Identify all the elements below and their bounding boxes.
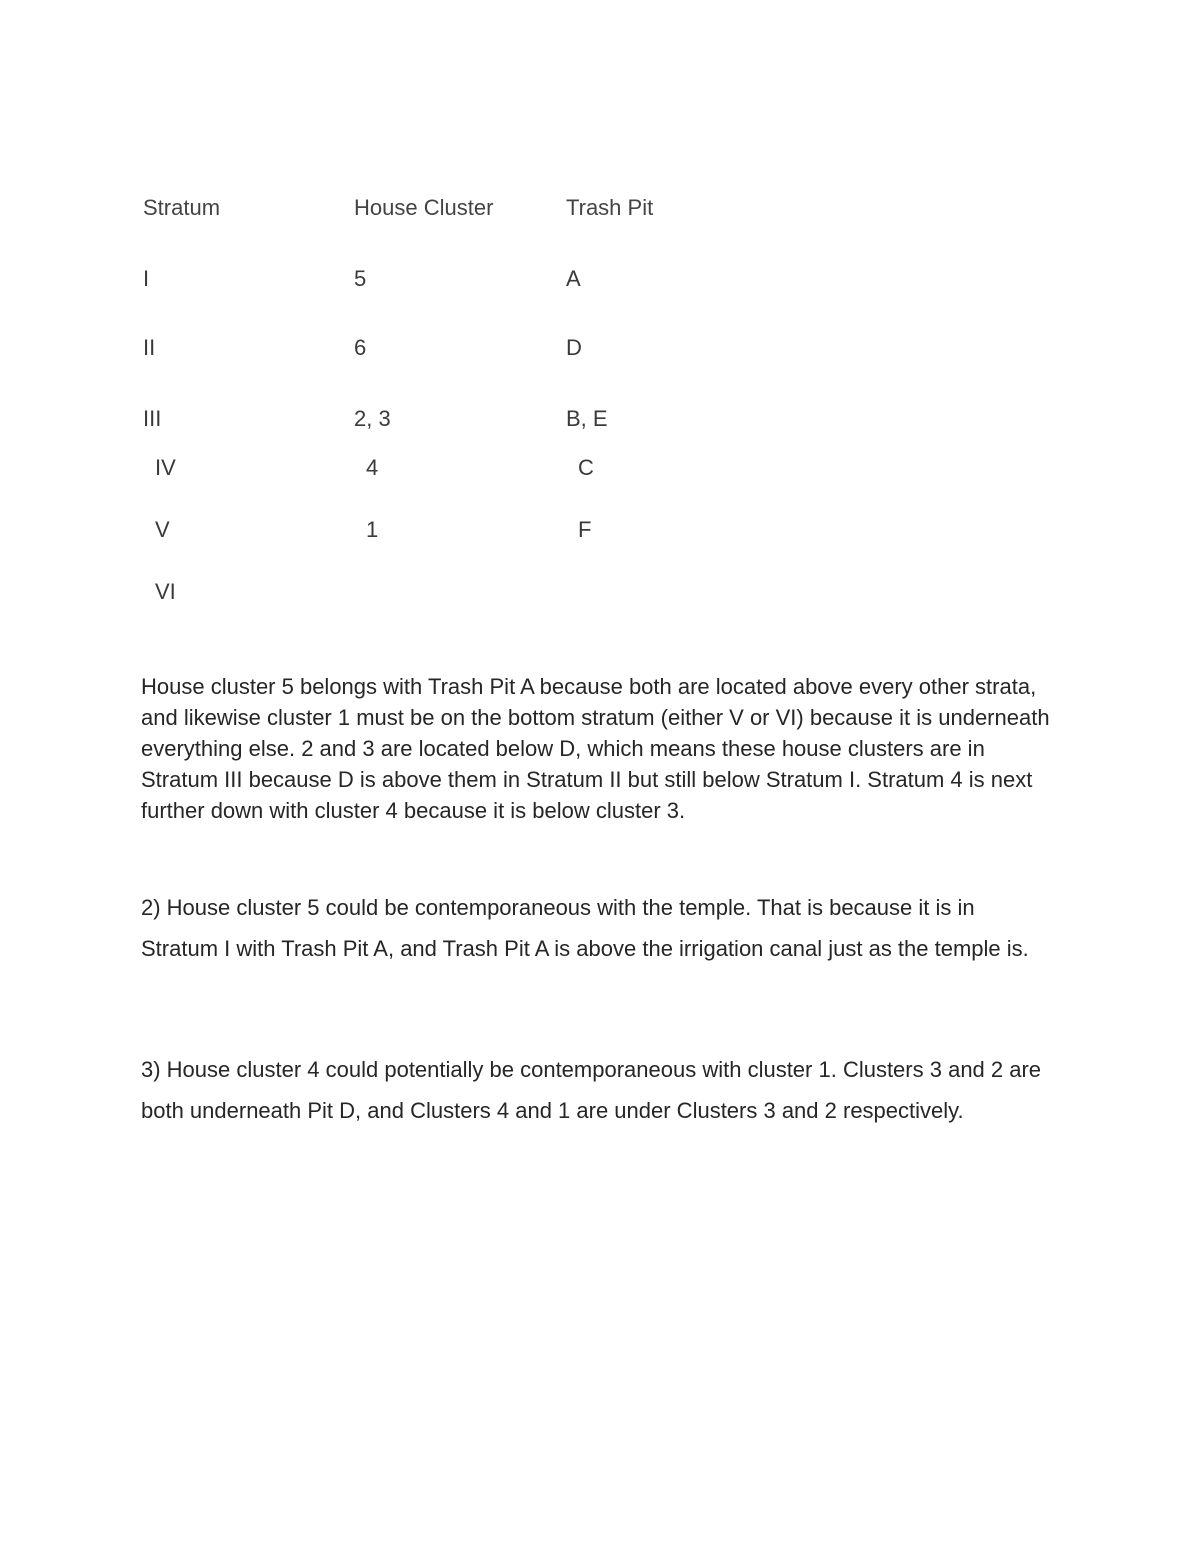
- answer-3-paragraph: 3) House cluster 4 could potentially be contemporaneous with cluster 1. Clusters 3 and 2 are both underneath Pit D, and Clusters 4 and 1 are under Clusters 3 and 2 respectively.: [141, 1057, 1042, 1123]
- answer-2-paragraph: 2) House cluster 5 could be contemporaneous with the temple. That is because it is in Stratum I with Trash Pit A, and Trash Pit A is above the irrigation canal just as the temple is.: [141, 895, 1029, 961]
- row-1-house-cluster: 5: [354, 266, 367, 291]
- row-3-house-cluster: 2, 3: [354, 406, 391, 431]
- explanation-paragraph: House cluster 5 belongs with Trash Pit A because both are located above every other strata, and likewise cluster 1 must be on the bottom stratum (either V or VI) because it is underneath everything else. 2 and 3 are located below D, which means these house clusters are in Stratum III because D is above them in Stratum II but still below Stratum I. Stratum 4 is next further down with cluster 4 because it is below cluster 3.: [141, 674, 1050, 823]
- row-2-trash-pit: D: [566, 335, 582, 360]
- row-6-stratum: VI: [155, 579, 176, 604]
- row-1-stratum: I: [143, 266, 150, 291]
- row-4-stratum: IV: [155, 455, 176, 480]
- row-4-house-cluster: 4: [366, 455, 379, 480]
- row-4-trash-pit: C: [578, 455, 594, 480]
- row-5-stratum: V: [155, 517, 170, 542]
- row-3-stratum: III: [143, 406, 162, 431]
- row-5-trash-pit: F: [578, 517, 592, 542]
- row-2-house-cluster: 6: [354, 335, 367, 360]
- header-trash-pit: Trash Pit: [566, 195, 654, 220]
- header-house-cluster: House Cluster: [354, 195, 494, 220]
- row-1-trash-pit: A: [566, 266, 581, 291]
- row-2-stratum: II: [143, 335, 156, 360]
- row-3-trash-pit: B, E: [566, 406, 608, 431]
- row-5-house-cluster: 1: [366, 517, 379, 542]
- header-stratum: Stratum: [143, 195, 221, 220]
